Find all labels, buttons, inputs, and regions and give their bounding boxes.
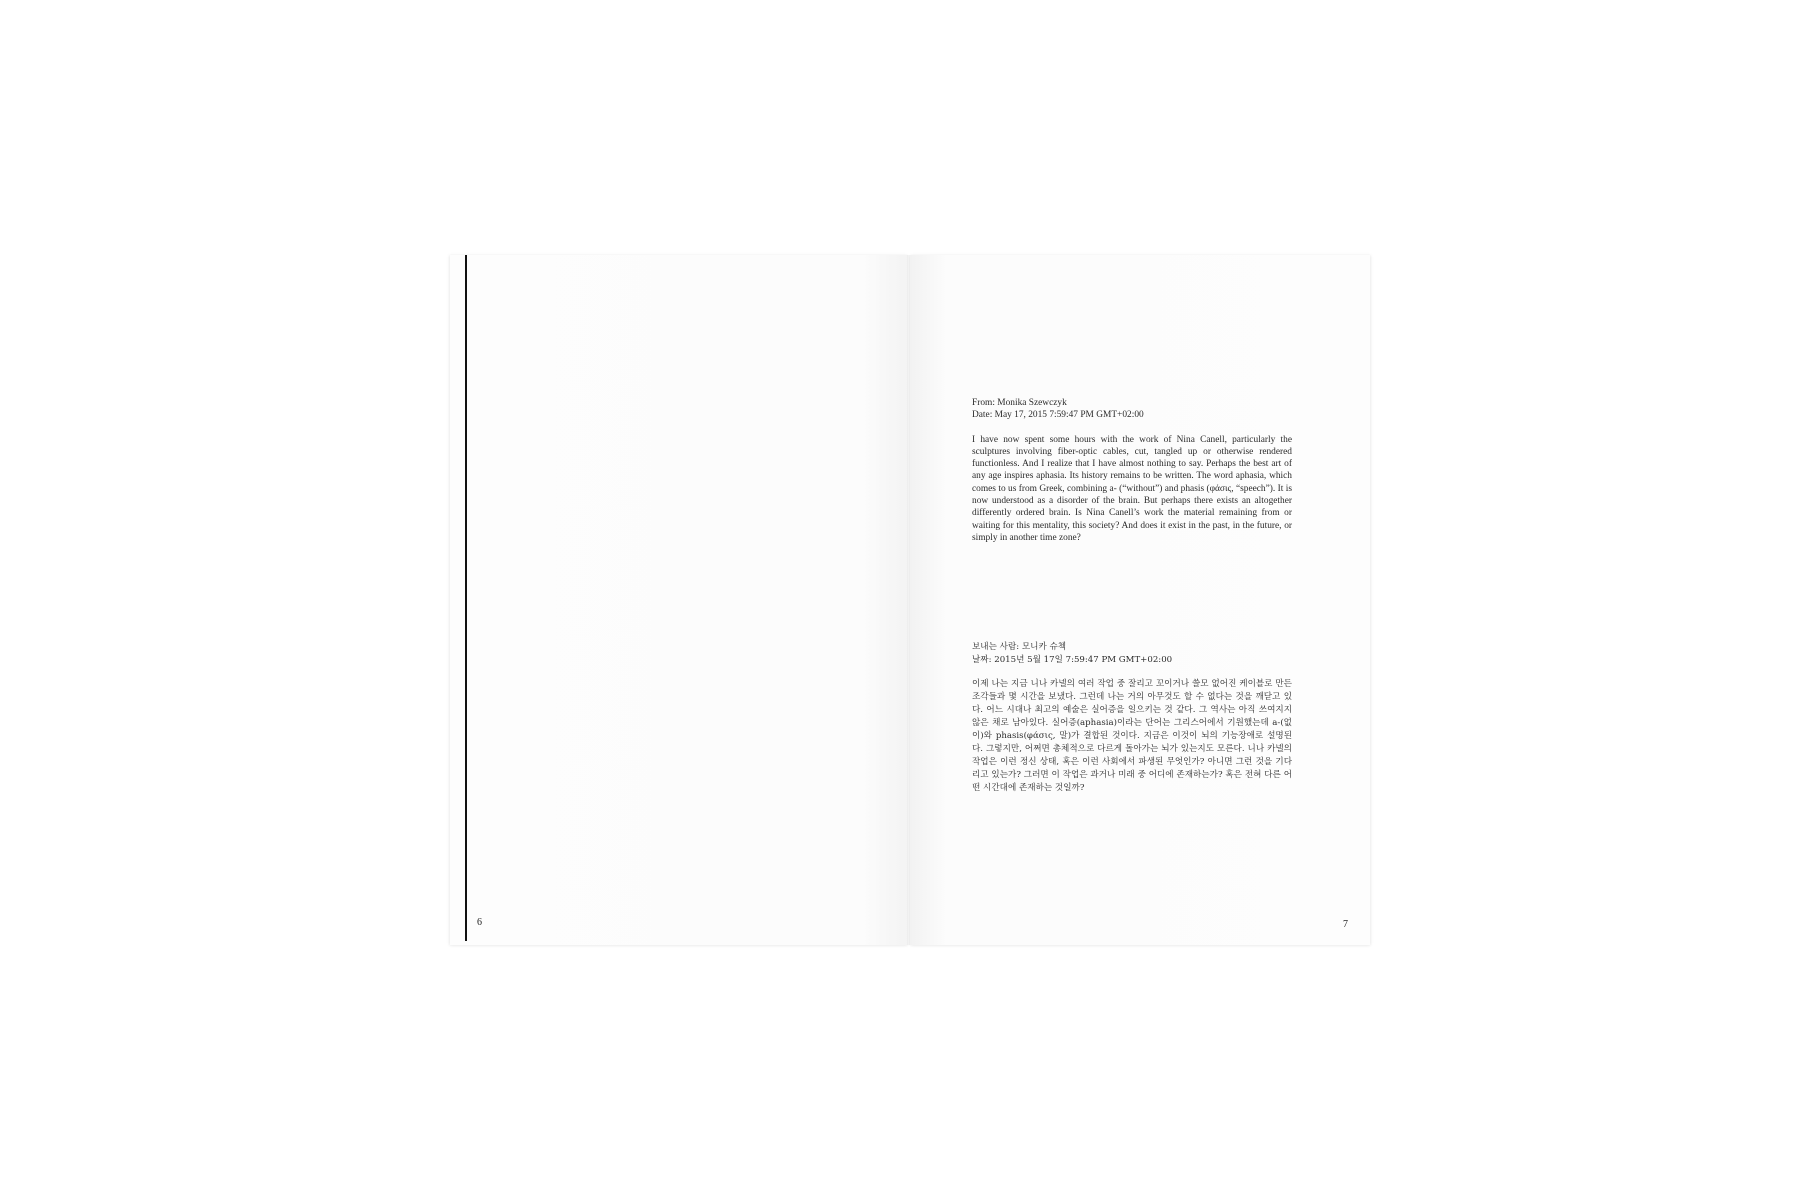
left-page-number: 6 [477,917,482,928]
page-edge-line [465,255,467,941]
email-date-ko: 날짜: 2015년 5월 17일 7:59:47 PM GMT+02:00 [972,655,1173,665]
left-page [450,255,908,945]
email-body-en: I have now spent some hours with the work of Nina Canell, particularly the sculptures involving fiber-optic cables, cut, tangled up or otherwise rendered functionless. And I realize that I have almost nothing to say. Perhaps the best art of any age inspires aphasia. Its history remains to be written. The word aphasia, which comes to us from Greek, combining a- (“without”) and phasis (φάσις, “speech”). It is now understood as a disorder of the brain. But perhaps there exists an altogether differently ordered brain. Is Nina Canell’s work the material remaining from or waiting for this mentality, this society? And does it exist in the past, in the future, or simply in another time zone? [972,434,1292,543]
email-from-en: From: Monika Szewczyk [972,398,1067,408]
email-from-ko: 보내는 사람: 모니카 슈첵 [972,642,1067,652]
right-page-number: 7 [1343,919,1348,930]
email-date-en: Date: May 17, 2015 7:59:47 PM GMT+02:00 [972,410,1144,421]
email-english [972,397,1292,544]
right-page [910,255,1370,945]
book-spread [450,255,1370,945]
email-korean [972,641,1292,795]
email-body-ko: 이제 나는 지금 니나 카넬의 여러 작업 중 잘리고 꼬이거나 쓸모 없어진 케이블로 만든 조각들과 몇 시간을 보냈다. 그런데 나는 거의 아무것도 할 수 없다는 것을 깨닫고 있다. 어느 시대나 최고의 예술은 실어증을 일으키는 것 같다. 그 역사는 아직 쓰여지지 않은 채로 남아있다. 실어증(aphasia)이라는 단어는 그리스어에서 기원했는데 a-(없이)와 phasis(φάσις, 말)가 결합된 것이다. 지금은 이것이 뇌의 기능장애로 설명된다. 그렇지만, 어쩌면 총체적으로 다르게 돌아가는 뇌가 있는지도 모른다. 니나 카넬의 작업은 이런 정신 상태, 혹은 이런 사회에서 파생된 무엇인가? 아니면 그런 것을 기다리고 있는가? 그러면 이 작업은 과거나 미래 중 어디에 존재하는가? 혹은 전혀 다른 어떤 시간대에 존재하는 것일까? [972,679,1292,793]
